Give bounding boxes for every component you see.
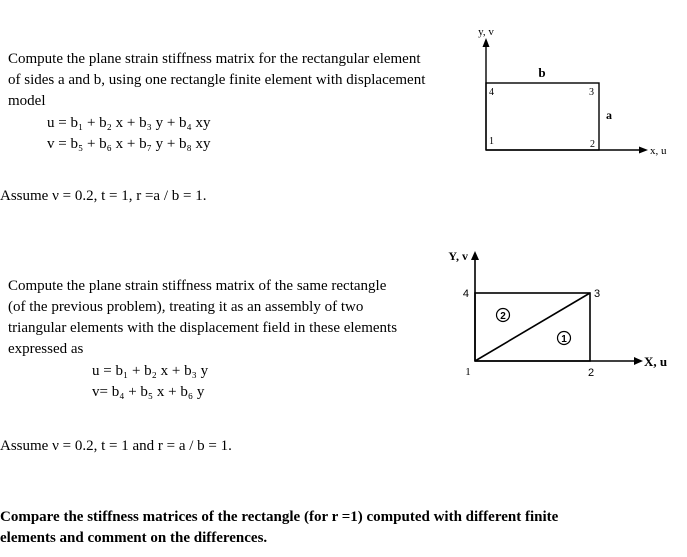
node-3-label: 3 [594,288,601,300]
problem1-line: Compute the plane strain stiffness matrix for the rectangular element [8,51,421,67]
problem1-equations [47,113,211,155]
element-1-label: 1 [561,334,567,345]
element-2-label: 2 [500,311,506,322]
node-4-label: 4 [462,288,469,300]
x-axis-arrow [634,357,643,365]
equation-u: u = b₁ + b₂ x + b₃ y + b₄ xy [47,115,211,131]
x-axis-label: X, u [644,354,668,369]
problem2-line: Compute the plane strain stiffness matrix of the same rectangle [8,278,387,294]
node-2-label: 2 [587,367,595,379]
problem3-line: elements and comment on the differences. [0,530,268,546]
problem3-statement [0,507,558,549]
problem2-line: triangular elements with the displacement field in these elements [8,320,398,336]
x-axis-arrow [639,147,648,154]
problem1-line: model [8,93,46,109]
equation-v: v = b₅ + b₆ x + b₇ y + b₈ xy [47,136,211,152]
y-axis-arrow [483,38,490,47]
problem1-line: of sides a and b, using one rectangle finite element with displacement [8,72,426,88]
figure1-rectangle-element [470,20,685,170]
x-axis-label: x, u [650,145,667,157]
node-1-label: 1 [465,366,471,378]
figure2-triangular-elements [435,240,687,380]
problem2-line: (of the previous problem), treating it as an assembly of two [8,299,364,315]
y-axis-label: y, v [478,26,494,38]
node-1-label: 1 [489,136,494,147]
problem1-statement [8,49,425,112]
diagonal-1-3 [475,293,590,361]
equation-v: v= b₄ + b₅ x + b₆ y [92,384,205,400]
node-2-label: 2 [590,139,595,150]
y-axis-arrow [471,251,479,260]
problem2-line: expressed as [8,341,84,357]
problem1-assumption: Assume ν = 0.2, t = 1, r =a / b = 1. [0,188,207,204]
problem2-assumption: Assume ν = 0.2, t = 1 and r = a / b = 1. [0,438,232,454]
equation-u: u = b₁ + b₂ x + b₃ y [92,363,209,379]
side-b-label: b [538,65,546,80]
problem3-line: Compare the stiffness matrices of the rectangle (for r =1) computed with different finite [0,509,559,525]
node-4-label: 4 [489,87,494,98]
y-axis-label: Y, v [448,249,468,263]
node-3-label: 3 [589,87,594,98]
problem2-equations [92,361,208,403]
rectangle-element [486,83,599,150]
problem2-statement [8,276,397,360]
side-a-label: a [606,108,612,122]
